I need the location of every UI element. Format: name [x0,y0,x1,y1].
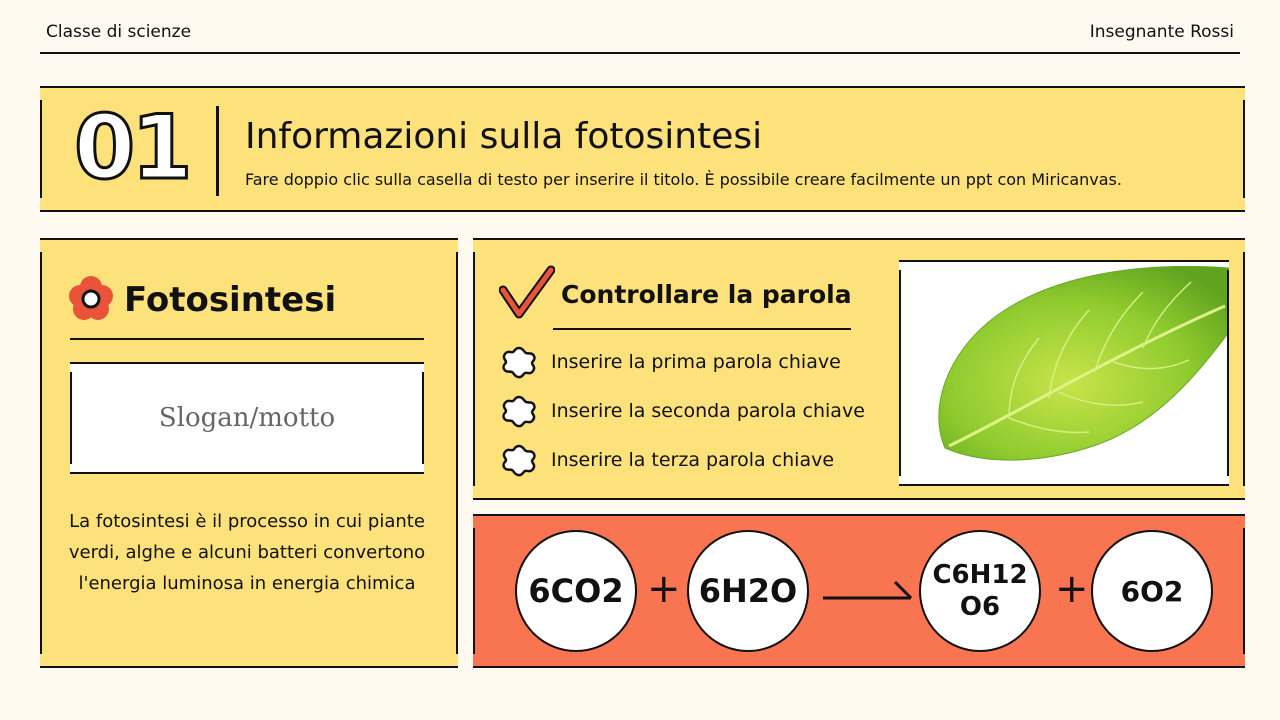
product-o2 [1091,530,1213,652]
flower-bullet-icon [501,344,537,380]
keyword-item [501,344,841,380]
header-divider [40,52,1240,54]
keywords-underline [553,328,851,330]
reactant-co2 [515,530,637,652]
class-name: Classe di scienze [46,22,192,42]
plus-sign: + [647,566,681,612]
checkmark-icon [499,264,555,320]
photosynthesis-description: La fotosintesi è il processo in cui piante verdi, alghe e alcuni batteri convertono l'energia luminosa in energia chimica [68,511,426,594]
reactant-h2o [687,530,809,652]
product-glucose-line2[interactable]: O6 [959,592,1001,622]
reactant-h2o-label[interactable]: 6H2O [698,572,798,610]
product-o2-label[interactable]: 6O2 [1120,574,1184,608]
title-panel [40,86,1245,212]
panel-heading: Fotosintesi [124,280,337,320]
flower-bullet-icon [501,393,537,429]
keyword-text[interactable]: Inserire la terza parola chiave [551,449,835,471]
teacher-name: Insegnante Rossi [1089,22,1234,42]
page-title[interactable]: Informazioni sulla fotosintesi [245,116,763,157]
plus-sign: + [1055,566,1089,612]
keyword-item [501,442,834,478]
heading-underline [70,338,424,340]
product-glucose-line1[interactable]: C6H12 [932,560,1028,590]
equation-panel [473,514,1245,668]
page-subtitle[interactable]: Fare doppio clic sulla casella di testo per inserire il titolo. È possibile creare facilmente un ppt con Miricanvas. [245,170,1122,189]
flower-icon [66,274,116,324]
keyword-text[interactable]: Inserire la seconda parola chiave [551,400,865,422]
reactant-co2-label[interactable]: 6CO2 [528,572,624,610]
leaf-image[interactable] [899,260,1229,486]
product-glucose [919,530,1041,652]
keyword-item [501,393,865,429]
section-number: 01 [74,96,189,199]
slogan-box[interactable] [70,362,424,474]
photosynthesis-panel [40,238,458,668]
keyword-text[interactable]: Inserire la prima parola chiave [551,351,841,373]
leaf-illustration [899,262,1229,486]
keywords-panel [473,238,1245,500]
keywords-heading: Controllare la parola [561,280,852,309]
reaction-arrow-icon [821,572,915,612]
title-divider [216,106,219,196]
slogan-text: Slogan/motto [158,403,336,433]
flower-bullet-icon [501,442,537,478]
